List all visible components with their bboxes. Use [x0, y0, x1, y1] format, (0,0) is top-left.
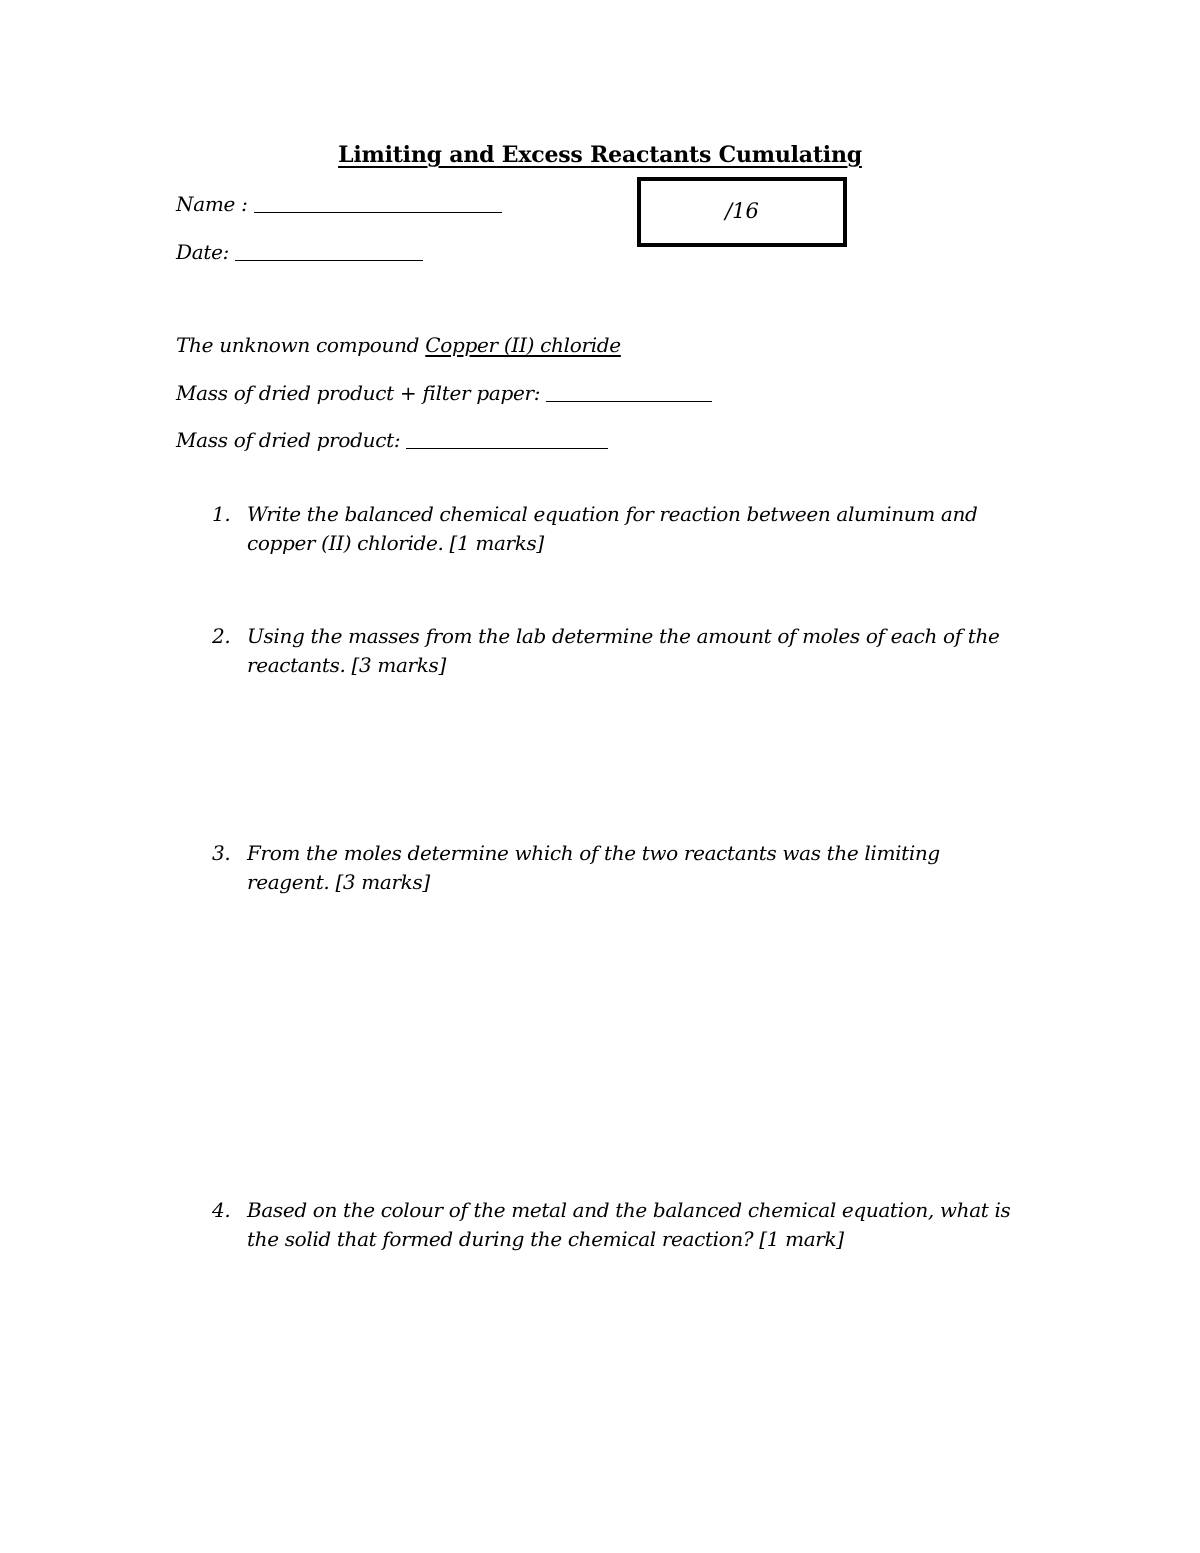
- compound-label: The unknown compound: [176, 333, 420, 357]
- mass-filter-field: [176, 381, 712, 405]
- date-blank[interactable]: [235, 260, 423, 261]
- question-text: Write the balanced chemical equation for reaction between aluminum and copper (II) chloride. [1 marks]: [247, 502, 978, 555]
- compound-line: [176, 333, 621, 357]
- question-number: 2.: [212, 624, 231, 648]
- question-text: Using the masses from the lab determine the amount of moles of each of the reactants. [3 marks]: [247, 624, 1000, 677]
- question-text: From the moles determine which of the two reactants was the limiting reagent. [3 marks]: [247, 841, 940, 894]
- question-number: 1.: [212, 502, 231, 526]
- mass-product-blank[interactable]: [406, 448, 608, 449]
- question-number: 4.: [212, 1198, 231, 1222]
- score-box: [637, 177, 847, 247]
- compound-value: Copper (II) chloride: [425, 333, 621, 357]
- date-field: [176, 240, 423, 264]
- mass-product-label: Mass of dried product:: [176, 428, 401, 452]
- page-title: Limiting and Excess Reactants Cumulating: [338, 142, 862, 168]
- name-blank[interactable]: [254, 212, 502, 213]
- mass-product-field: [176, 428, 608, 452]
- question-1: [176, 500, 1016, 558]
- question-number: 3.: [212, 841, 231, 865]
- question-4: [176, 1196, 1016, 1254]
- question-3: [176, 839, 1016, 897]
- date-label: Date:: [176, 240, 230, 264]
- name-label: Name :: [176, 192, 248, 216]
- question-text: Based on the colour of the metal and the balanced chemical equation, what is the solid that formed during the chemical reaction? [1 mark]: [247, 1198, 1011, 1251]
- mass-filter-label: Mass of dried product + filter paper:: [176, 381, 541, 405]
- score-total: /16: [725, 199, 759, 223]
- question-2: [176, 622, 1016, 680]
- name-field: [176, 192, 502, 216]
- mass-filter-blank[interactable]: [546, 401, 712, 402]
